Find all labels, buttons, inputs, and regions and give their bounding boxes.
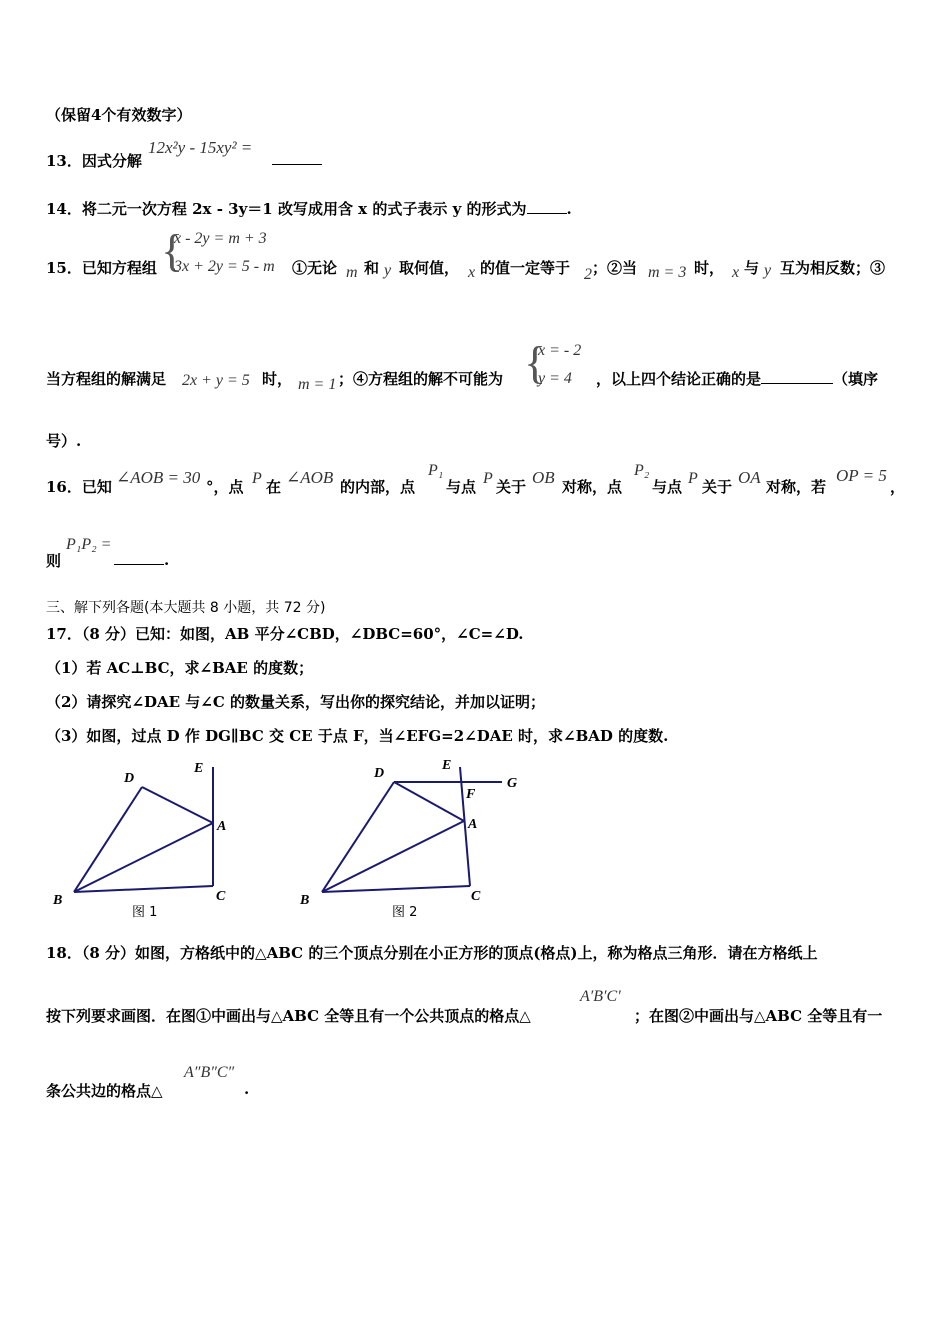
q16-line-ob: OB [532, 468, 555, 487]
q16-lead: 已知 [81, 478, 112, 496]
q15-conclusion [596, 368, 878, 389]
q16-angle: ∠AOB = 30 [116, 468, 201, 487]
q16-answer [114, 550, 169, 569]
q13-text: 因式分解 [81, 152, 142, 170]
q15-conclusion-text: ，以上四个结论正确的是 [596, 370, 762, 388]
fig2-segment-db [322, 782, 394, 892]
fig2-label-c: C [471, 889, 481, 904]
fig1-label-c: C [216, 889, 226, 904]
fig1-caption: 图 1 [132, 905, 158, 920]
q16-t5: 关于 [496, 478, 527, 496]
q15-var-y-2: y [764, 262, 772, 279]
q13-answer-blank[interactable] [272, 150, 322, 165]
fig1-label-e: E [194, 761, 204, 776]
q14-end: . [566, 200, 572, 218]
q15-any-value: 取何值， [399, 259, 460, 277]
figure-2 [290, 752, 540, 924]
fig2-label-d: D [374, 766, 385, 781]
q17-part-2: （2）请探究∠DAE 与∠C 的数量关系，写出你的探究结论，并加以证明； [46, 693, 546, 711]
fig1-segment-bc [74, 886, 213, 892]
question-15 [46, 257, 157, 278]
fig2-segment-ba [322, 821, 464, 892]
q18-line2-b: ；在图②中画出与△ABC 全等且有一 [634, 1007, 883, 1025]
q15-var-x: x [468, 264, 476, 281]
fig1-segment-da [142, 787, 213, 823]
q13-number: 13． [46, 152, 82, 170]
fig2-label-e: E [442, 758, 452, 773]
q15-answer-blank[interactable] [761, 369, 833, 384]
fig2-segment-da [394, 782, 464, 821]
q15-statement-4: ；④方程组的解不可能为 [338, 370, 504, 388]
q15-fill-order: （填序 [833, 370, 879, 388]
q15-must-equal: 的值一定等于 [480, 259, 571, 277]
q16-angle-aob: ∠AOB [286, 468, 334, 487]
fig1-segment-ba [74, 823, 213, 892]
q16-point-p-2: P [483, 470, 493, 487]
q15-m-equals-1: m = 1 [298, 376, 337, 393]
q16-op-equals-5: OP = 5 [836, 466, 887, 485]
q15-line2-lead: 当方程组的解满足 [46, 370, 167, 388]
fig1-label-b: B [53, 893, 63, 908]
q17-part-1: （1）若 AC⊥BC，求∠BAE 的度数； [46, 659, 314, 677]
q18-line3-a: 条公共边的格点△ [46, 1082, 163, 1100]
q16-t9: 对称，若 [766, 478, 827, 496]
q14-answer-blank[interactable] [527, 199, 567, 214]
q16-t1: °，点 [206, 478, 244, 496]
q15-statement-2: ；②当 [592, 259, 638, 277]
q15-var-x-2: x [732, 264, 740, 281]
q15-and: 和 [364, 259, 380, 277]
q18-line2-a: 按下列要求画图．在图①中画出与△ABC 全等且有一个公共顶点的格点△ [46, 1007, 531, 1025]
q13-expression: 12x²y - 15xy² = [148, 138, 253, 157]
q16-point-p: P [252, 470, 262, 487]
q16-t8: 关于 [702, 478, 733, 496]
q17-header: 17．（8 分）已知：如图，AB 平分∠CBD，∠DBC=60°，∠C=∠D. [46, 625, 524, 643]
q16-t7: 与点 [652, 478, 683, 496]
q18-line3-b: . [244, 1080, 250, 1098]
q15-statement-1: ①无论 [292, 259, 338, 277]
fig2-segment-bc [322, 886, 470, 892]
q16-t10: ， [890, 478, 906, 496]
q15-with: 与 [744, 259, 760, 277]
q16-end: . [164, 551, 170, 569]
q15-lead: 已知方程组 [81, 259, 157, 277]
fig2-label-a: A [468, 817, 478, 832]
q16-point-p1: P₁ [428, 462, 444, 479]
fig1-label-a: A [217, 819, 227, 834]
q15-equation-1: x - 2y = m + 3 [174, 230, 267, 247]
figure-1 [40, 752, 260, 924]
q18-triangle-1: A′B′C′ [580, 988, 621, 1005]
q15-line3: 号）. [46, 432, 82, 450]
section-3-title: 三、解下列各题(本大题共 8 小题，共 72 分) [46, 600, 326, 616]
fig2-label-b: B [300, 893, 310, 908]
precision-note: （保留4个有效数字） [46, 106, 192, 124]
q15-var-y: y [384, 262, 392, 279]
q15-solution-brace: { [524, 337, 547, 388]
question-16 [46, 476, 112, 497]
q15-var-m: m [346, 264, 358, 281]
q16-point-p-3: P [688, 470, 698, 487]
fig2-caption: 图 2 [392, 905, 418, 920]
q16-t2: 在 [266, 478, 282, 496]
fig2-label-f: F [466, 787, 476, 802]
q18-triangle-2: A″B″C″ [184, 1064, 235, 1081]
q17-part-3: （3）如图，过点 D 作 DG∥BC 交 CE 于点 F，当∠EFG=2∠DAE 时，求∠BAD 的度数. [46, 727, 669, 745]
q16-number: 16． [46, 478, 82, 496]
q16-line-oa: OA [738, 468, 761, 487]
fig1-label-d: D [124, 771, 135, 786]
q14-text: 将二元一次方程 2x - 3y＝1 改写成用含 x 的式子表示 y 的形式为 [81, 200, 527, 218]
fig2-label-g: G [507, 776, 518, 791]
question-14 [46, 198, 572, 219]
q15-value-2: 2 [584, 266, 592, 283]
q14-number: 14． [46, 200, 82, 218]
q15-equation-2: 3x + 2y = 5 - m [174, 258, 275, 275]
q16-t6: 对称，点 [562, 478, 623, 496]
q16-answer-blank[interactable] [114, 550, 164, 565]
q15-system-brace: { [161, 225, 184, 276]
q18-header: 18．（8 分）如图，方格纸中的△ABC 的三个顶点分别在小正方形的顶点(格点)上，称为格点三角形．请在方格纸上 [46, 944, 818, 962]
fig1-segment-db [74, 787, 142, 892]
q16-t4: 与点 [446, 478, 477, 496]
q16-p1p2: P₁P₂ = [66, 536, 112, 553]
question-13 [46, 150, 142, 171]
q16-point-p2: P₂ [634, 462, 650, 479]
q15-solution-y: y = 4 [538, 370, 572, 387]
q16-t3: 的内部，点 [340, 478, 416, 496]
q16-then: 则 [46, 552, 62, 570]
q15-solution-x: x = - 2 [538, 342, 582, 359]
q15-when-2: 时， [262, 370, 293, 388]
q15-condition: 2x + y = 5 [182, 372, 250, 389]
q15-m-equals-3: m = 3 [648, 264, 687, 281]
q15-when: 时， [694, 259, 725, 277]
q15-number: 15． [46, 259, 82, 277]
q15-opposite: 互为相反数；③ [780, 259, 886, 277]
